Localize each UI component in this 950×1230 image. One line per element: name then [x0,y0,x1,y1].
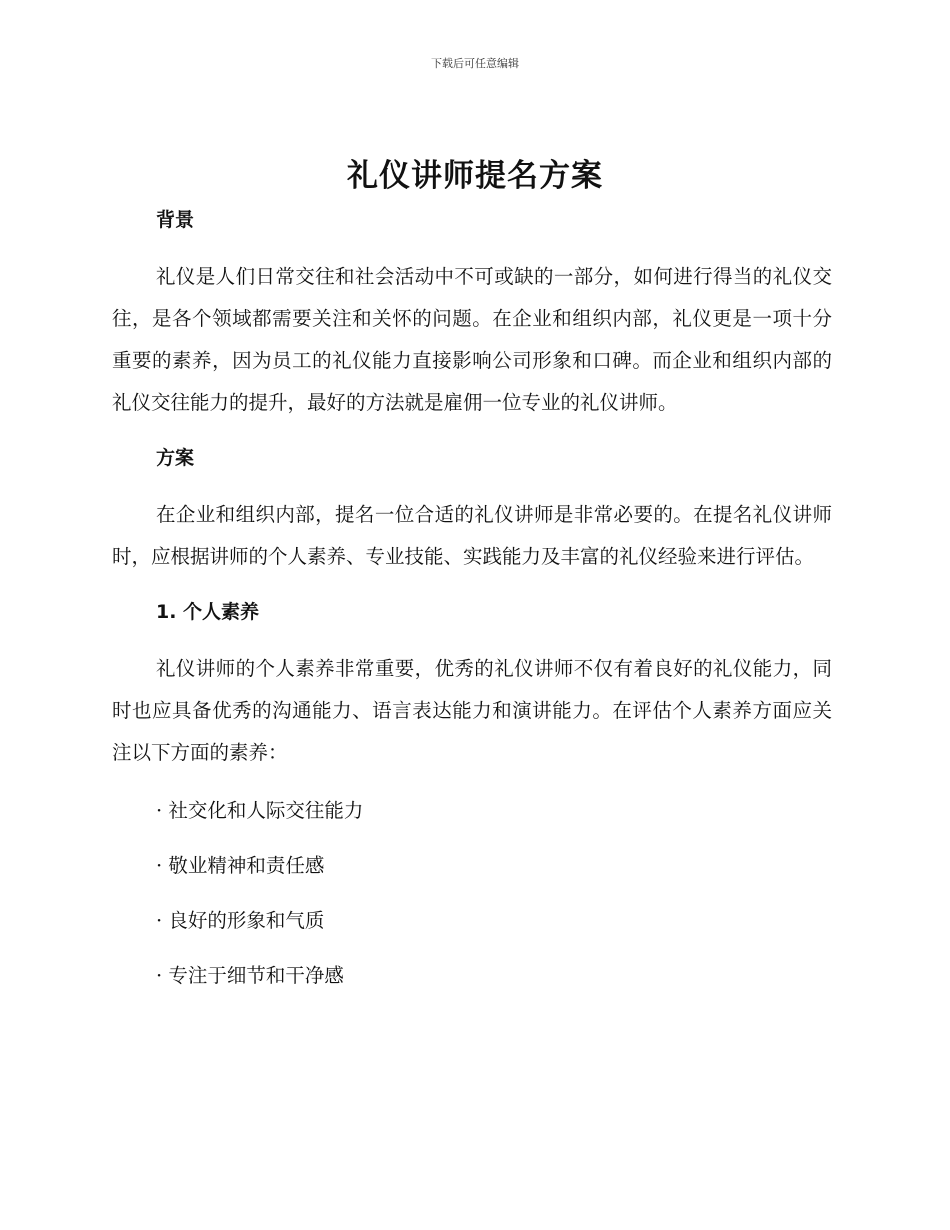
header-note: 下载后可任意编辑 [431,57,519,70]
personal-paragraph: 礼仪讲师的个人素养非常重要，优秀的礼仪讲师不仅有着良好的礼仪能力，同时也应具备优秀的沟通能力、语言表达能力和演讲能力。在评估个人素养方面应关注以下方面的素养： [112,657,832,764]
section-heading-background: 背景 [156,209,195,231]
plan-paragraph: 在企业和组织内部，提名一位合适的礼仪讲师是非常必要的。在提名礼仪讲师时，应根据讲师的个人素养、专业技能、实践能力及丰富的礼仪经验来进行评估。 [112,503,832,568]
document-body [112,202,832,994]
section-heading-plan: 方案 [156,447,195,469]
bullet-item: · 专注于细节和干净感 [156,964,344,987]
bullet-item: · 良好的形象和气质 [156,909,325,932]
background-paragraph: 礼仪是人们日常交往和社会活动中不可或缺的一部分，如何进行得当的礼仪交往，是各个领域都需要关注和关怀的问题。在企业和组织内部，礼仪更是一项十分重要的素养，因为员工的礼仪能力直接影响公司形象和口碑。而企业和组织内部的礼仪交往能力的提升，最好的方法就是雇佣一位专业的礼仪讲师。 [112,265,832,414]
bullet-item: · 社交化和人际交往能力 [156,799,364,822]
section-heading-personal: 1. 个人素养 [156,601,260,623]
document-title: 礼仪讲师提名方案 [347,158,603,194]
bullet-item: · 敬业精神和责任感 [156,854,325,877]
